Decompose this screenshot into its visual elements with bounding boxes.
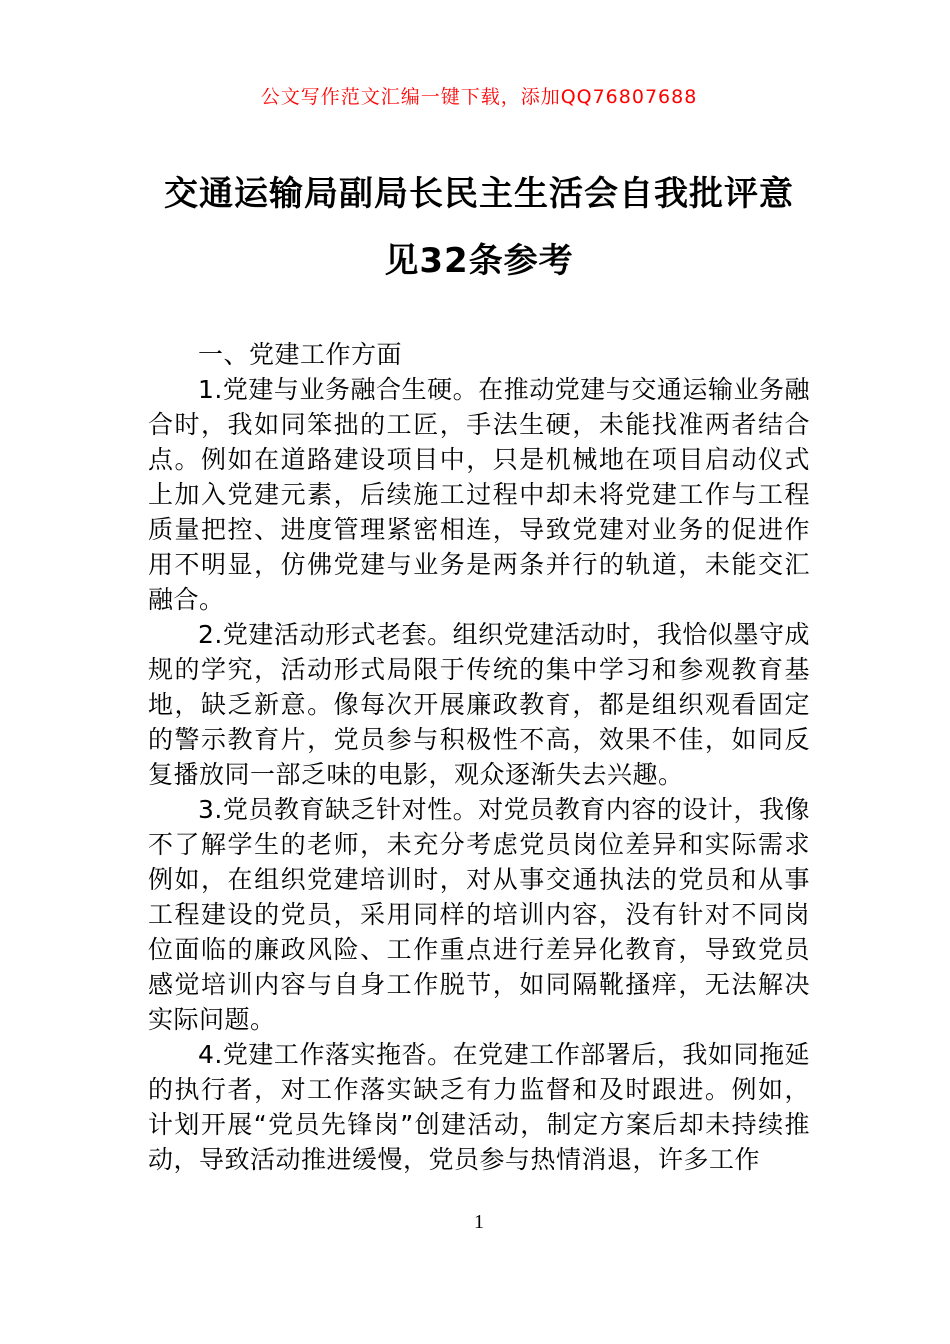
section-heading: 一、党建工作方面 xyxy=(198,340,403,369)
promo-banner: 公文写作范文汇编一键下载，添加QQ76807688 xyxy=(260,86,698,108)
page-number: 1 xyxy=(474,1211,484,1233)
document-title xyxy=(148,161,810,295)
paragraph: 2.党建活动形式老套。组织党建活动时，我恰似墨守成规的学究，活动形式局限于传统的集中学习和参观教育基地，缺乏新意。像每次开展廉政教育，都是组织观看固定的警示教育片，党员参与积极性不高，效果不佳，如同反复播放同一部乏味的电影，观众逐渐失去兴趣。 xyxy=(148,620,810,789)
paragraph: 1.党建与业务融合生硬。在推动党建与交通运输业务融合时，我如同笨拙的工匠，手法生硬，未能找准两者结合点。例如在道路建设项目中，只是机械地在项目启动仪式上加入党建元素，后续施工过程中却未将党建工作与工程质量把控、进度管理紧密相连，导致党建对业务的促进作用不明显，仿佛党建与业务是两条并行的轨道，未能交汇融合。 xyxy=(148,375,810,614)
document-title-line-1: 交通运输局副局长民主生活会自我批评意 xyxy=(164,174,794,214)
document-title-line-2: 见32条参考 xyxy=(384,241,574,281)
paragraph: 4.党建工作落实拖沓。在党建工作部署后，我如同拖延的执行者，对工作落实缺乏有力监督和及时跟进。例如，计划开展“党员先锋岗”创建活动，制定方案后却未持续推动，导致活动推进缓慢，党员参与热情消退，许多工作 xyxy=(148,1040,810,1174)
document-body xyxy=(148,337,810,1177)
paragraph: 3.党员教育缺乏针对性。对党员教育内容的设计，我像不了解学生的老师，未充分考虑党员岗位差异和实际需求例如，在组织党建培训时，对从事交通执法的党员和从事工程建设的党员，采用同样的培训内容，没有针对不同岗位面临的廉政风险、工作重点进行差异化教育，导致党员感觉培训内容与自身工作脱节，如同隔靴搔痒，无法解决实际问题。 xyxy=(148,795,810,1034)
